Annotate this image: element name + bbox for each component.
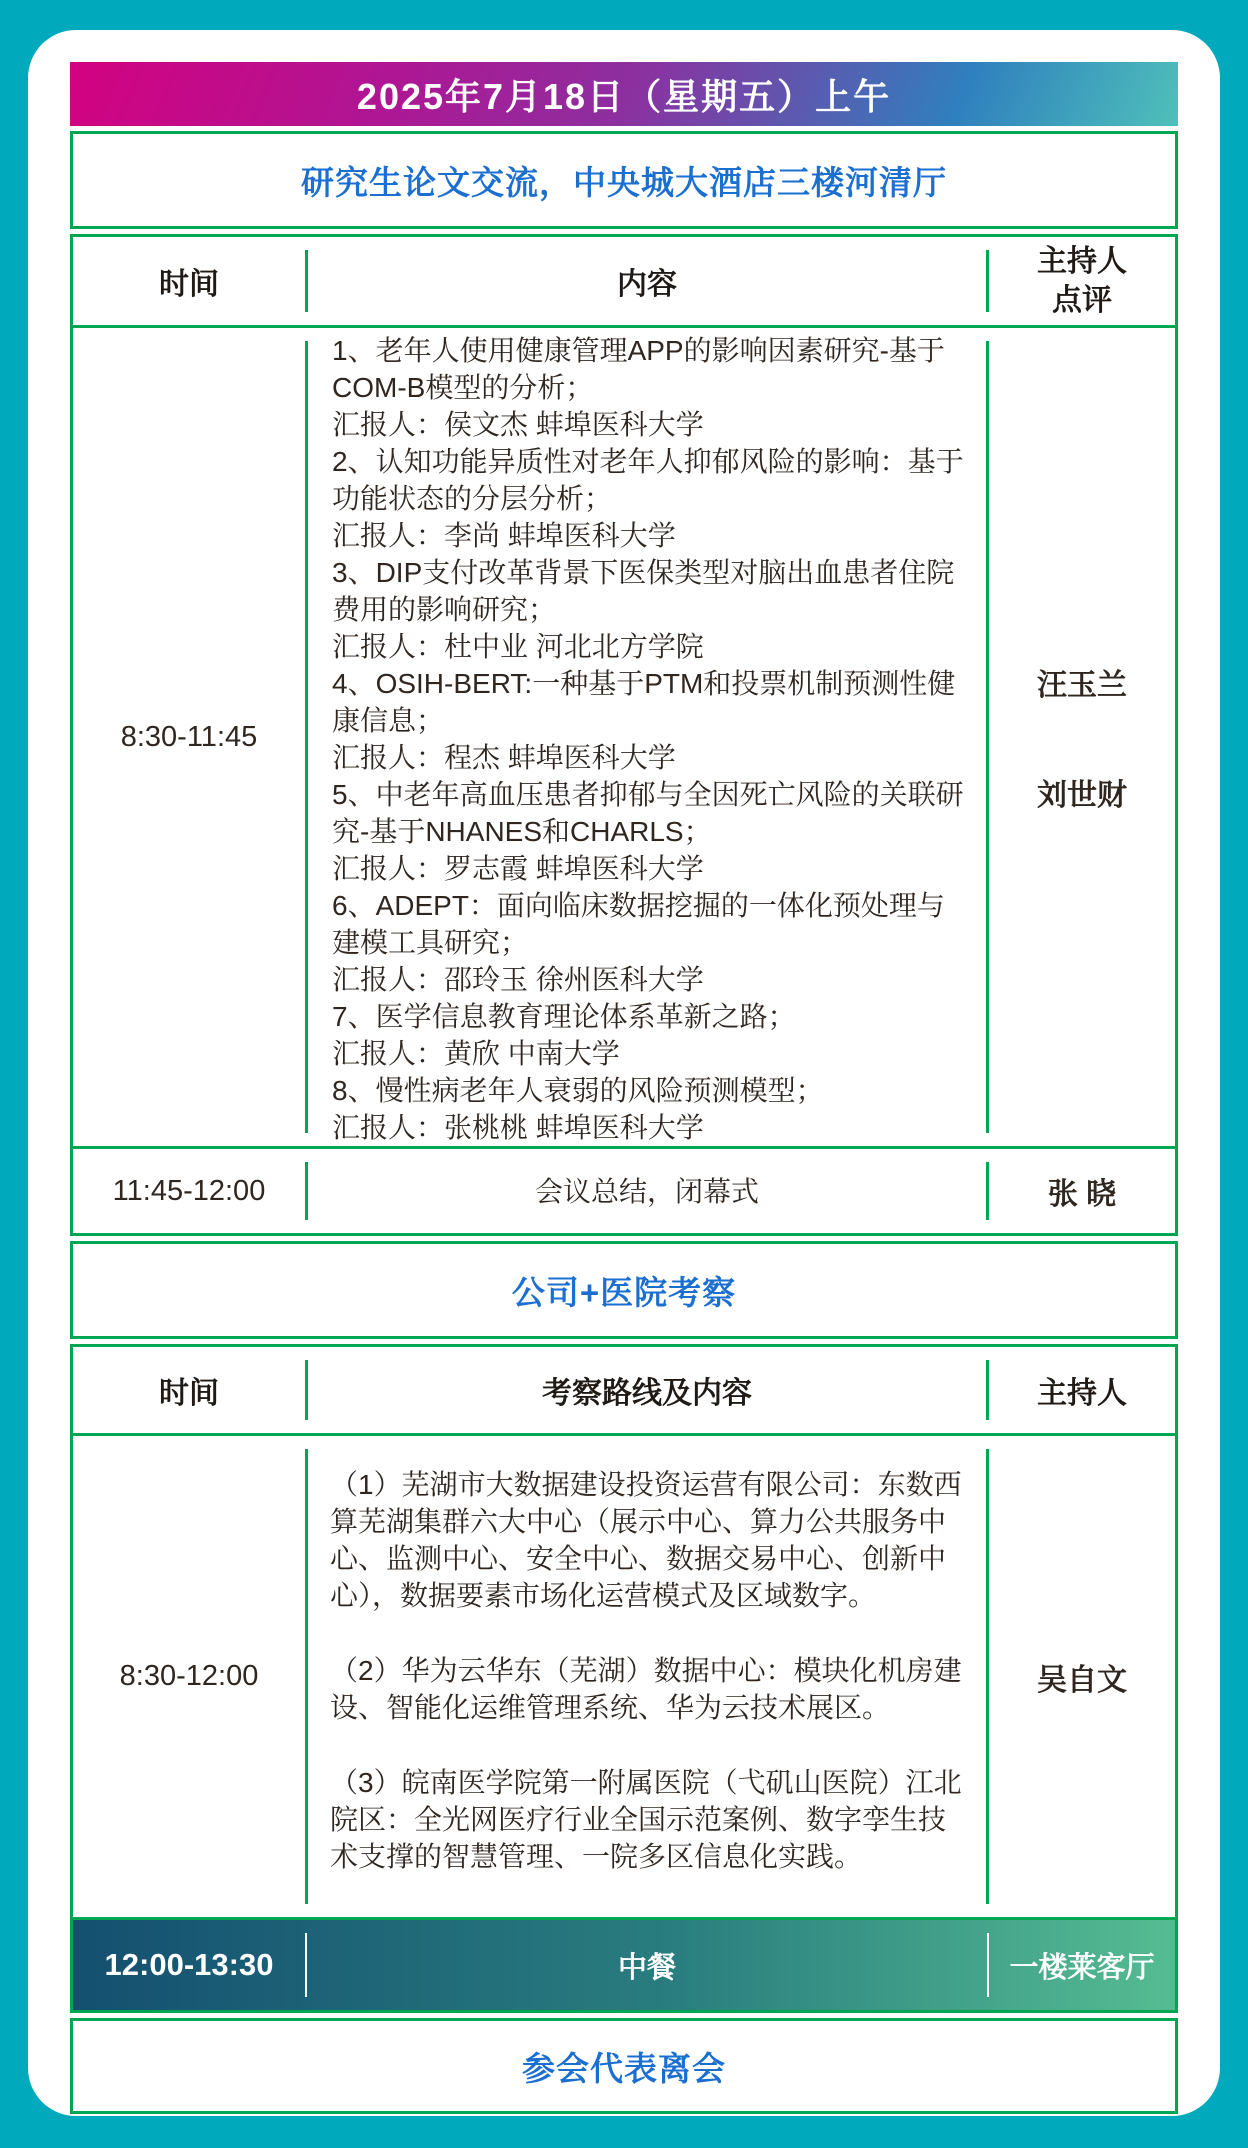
paper-presenter: 汇报人：李尚 蚌埠医科大学 (332, 520, 676, 551)
tour-time: 8:30-12:00 (119, 1660, 259, 1692)
paper-title: 6、ADEPT：面向临床数据挖掘的一体化预处理与建模工具研究； (332, 890, 945, 958)
schedule-card (28, 30, 1220, 2116)
paper-item (332, 1072, 972, 1146)
closing-time-cell (73, 1149, 305, 1233)
paper-item (332, 554, 972, 665)
table1-header-host (989, 237, 1175, 325)
closing-host: 张 晓 (1047, 1178, 1117, 1211)
paper-item (332, 665, 972, 776)
table1 (70, 234, 1178, 1236)
paper-item (332, 998, 972, 1072)
paper-item (332, 443, 972, 554)
tour-row (73, 1436, 1175, 1917)
paper-presenter: 汇报人：张桃桃 蚌埠医科大学 (332, 1112, 704, 1143)
table2-header-time: 时间 (159, 1377, 219, 1410)
paper-title: 2、认知功能异质性对老年人抑郁风险的影响：基于功能状态的分层分析； (332, 446, 964, 514)
table1-header-host-label (1037, 242, 1127, 320)
paper-presenter: 汇报人：程杰 蚌埠医科大学 (332, 742, 676, 773)
section2-title-box (70, 1241, 1178, 1339)
closing-time: 11:45-12:00 (112, 1174, 266, 1207)
lunch-row (73, 1920, 1175, 2010)
closing-content: 会议总结，闭幕式 (534, 1175, 759, 1207)
lunch-content: 中餐 (617, 1951, 676, 1984)
host-label-line1: 主持人 (1037, 245, 1127, 278)
session-host-2: 刘世财 (1037, 779, 1127, 812)
paper-presenter: 汇报人：罗志霞 蚌埠医科大学 (332, 853, 704, 884)
paper-presenter: 汇报人：邵玲玉 徐州医科大学 (332, 964, 704, 995)
tour-paragraph: （2）华为云华东（芜湖）数据中心：模块化机房建设、智能化运维管理系统、华为云技术展区。 (330, 1655, 962, 1723)
lunch-host: 一楼莱客厅 (1009, 1951, 1155, 1984)
lunch-content-cell (307, 1920, 987, 2010)
paper-item (332, 776, 972, 887)
paper-title: 4、OSIH-BERT:一种基于PTM和投票机制预测性健康信息； (332, 668, 956, 736)
paper-title: 3、DIP支付改革背景下医保类型对脑出血患者住院费用的影响研究； (332, 557, 955, 625)
session-host-cell (989, 328, 1175, 1146)
session-hosts (1037, 660, 1127, 814)
table1-header-content: 内容 (617, 268, 677, 301)
paper-title: 8、慢性病老年人衰弱的风险预测模型； (332, 1075, 824, 1106)
table1-header-time: 时间 (159, 268, 219, 301)
paper-item (332, 887, 972, 998)
paper-presenter: 汇报人：侯文杰 蚌埠医科大学 (332, 409, 704, 440)
paper-presenter: 汇报人：杜中业 河北北方学院 (332, 631, 704, 662)
paper-title: 1、老年人使用健康管理APP的影响因素研究-基于COM-B模型的分析； (332, 335, 945, 403)
paper-title: 5、中老年高血压患者抑郁与全因死亡风险的关联研究-基于NHANES和CHARLS； (332, 779, 964, 847)
date-banner (70, 62, 1178, 126)
tour-host: 吴自文 (1037, 1663, 1127, 1697)
section1-title: 研究生论文交流，中央城大酒店三楼河清厅 (301, 163, 947, 201)
departure-text: 参会代表离会 (522, 2049, 726, 2087)
paper-item (332, 332, 972, 443)
session-time: 8:30-11:45 (120, 720, 258, 753)
closing-row (73, 1149, 1175, 1233)
tour-paragraph: （3）皖南医学院第一附属医院（弋矶山医院）江北院区：全光网医疗行业全国示范案例、数字孪生技术支撑的智慧管理、一院多区信息化实践。 (330, 1767, 962, 1872)
session-row (73, 328, 1175, 1146)
tour-time-cell (73, 1436, 305, 1917)
lunch-time-cell (73, 1920, 305, 2010)
paper-title: 7、医学信息教育理论体系革新之路； (332, 1001, 796, 1032)
table2-header-content: 考察路线及内容 (542, 1377, 752, 1410)
paper-presenter: 汇报人：黄欣 中南大学 (332, 1038, 620, 1069)
section1-title-box (70, 131, 1178, 229)
lunch-time: 12:00-13:30 (104, 1947, 274, 1982)
section2-title: 公司+医院考察 (511, 1273, 737, 1311)
tour-paragraph: （1）芜湖市大数据建设投资运营有限公司：东数西算芜湖集群六大中心（展示中心、算力公共服务中心、监测中心、安全中心、数据交易中心、创新中心），数据要素市场化运营模式及区域数字。 (330, 1469, 962, 1611)
host-label-line2: 点评 (1052, 284, 1112, 317)
session-time-cell (73, 328, 305, 1146)
table1-header-row (73, 237, 1175, 325)
table2-header-host: 主持人 (1037, 1377, 1127, 1410)
closing-content-cell (308, 1149, 986, 1233)
tour-content-cell (308, 1436, 986, 1917)
session-host-1: 汪玉兰 (1037, 669, 1127, 702)
table2-header-row (73, 1347, 1175, 1433)
closing-host-cell (989, 1149, 1175, 1233)
departure-box (70, 2018, 1178, 2114)
tour-host-cell (989, 1436, 1175, 1917)
lunch-host-cell (989, 1920, 1175, 2010)
table2 (70, 1344, 1178, 2013)
date-banner-text: 2025年7月18日（星期五）上午 (356, 75, 892, 117)
session-content-cell (308, 328, 986, 1146)
